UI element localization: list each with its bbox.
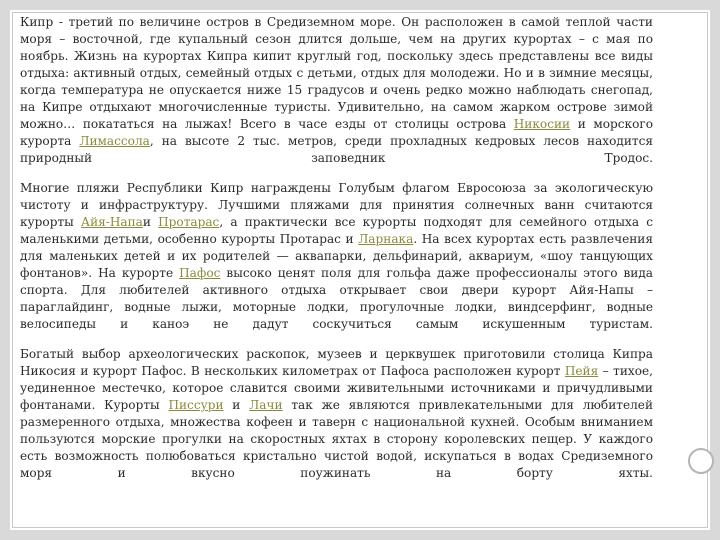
- paragraph-text: и: [223, 398, 250, 412]
- paragraph-text: Кипр - третий по величине остров в Средиземном море. Он расположен в самой теплой части моря – восточной, где купальный сезон длится дольше, чем на других курортах – с мая по ноябрь. Жизнь на курортах Кипра кипит круглый год, поскольку здесь представлены все виды отдыха: активный отдых, семейный отдых с детьми, отдых для молодежи. Но и в зимние месяцы, когда температура не опускается ниже 15 градусов и очень редко можно наблюдать снегопад, на Кипре отдыхают многочисленные туристы. Удивительно, на самом жарком острове зимой можно… покататься на лыжах! Всего в часе езды от столицы острова: [20, 15, 653, 131]
- place-link[interactable]: Ларнака: [358, 232, 414, 246]
- place-link[interactable]: Лимассола: [79, 134, 150, 148]
- paragraph-text: , а практически все курорты подходят для семейного отдыха с маленькими детьми, особенно курорты Протарас и: [20, 215, 653, 246]
- paragraph-text: и морского курорта: [20, 117, 653, 148]
- place-link[interactable]: Лачи: [249, 398, 283, 412]
- paragraph-text: высоко ценят поля для гольфа даже профессионалы этого вида спорта. Для любителей активного отдыха открывает свои двери курорт Айя-Напы – параглайдинг, водные лыжи, моторные лодки, прогулочные лодки, виндсерфинг, водные велосипеды и каноэ не дадут соскучиться самым искушенным туристам.: [20, 266, 653, 331]
- frame-bottom: [0, 530, 720, 540]
- slide-body: [20, 14, 653, 495]
- paragraph-text: так же являются привлекательными для любителей размеренного отдыха, множества кофеен и таверн с национальной кухней. Особым вниманием пользуются морские прогулки на скоростных яхтах в сторону королевских пещер. У каждого есть возможность полюбоваться кристально чистой водой, искупаться в водах Средиземного моря и вкусно поужинать на борту яхты.: [20, 398, 653, 480]
- paragraph-text: , на высоте 2 тыс. метров, среди прохладных кедровых лесов находится природный заповедник Тродос.: [20, 134, 654, 165]
- place-link[interactable]: Никосии: [513, 117, 571, 131]
- place-link[interactable]: Айя-Напа: [80, 215, 143, 229]
- paragraph-text: Богатый выбор археологических раскопок, музеев и церквушек приготовили столица Кипра Никосия и курорт Пафос. В нескольких километрах от Пафоса расположен курорт: [20, 347, 653, 378]
- paragraph-sightseeing: [20, 346, 653, 482]
- paragraph-text: . На всех курортах есть развлечения для маленьких детей и их родителей — аквапарки, дельфинарий, аквариум, «шоу танцующих фонтанов». На курорте: [20, 232, 653, 280]
- paragraph-cyprus-intro: [20, 14, 653, 167]
- decorative-circle: [688, 448, 714, 474]
- frame-top: [0, 0, 720, 10]
- paragraph-text: Многие пляжи Республики Кипр награждены Голубым флагом Евросоюза за экологическую чистоту и инфраструктуру. Лучшими пляжами для принятия солнечных ванн считаются курорты: [20, 181, 653, 229]
- place-link[interactable]: Пафос: [179, 266, 221, 280]
- frame-left: [0, 0, 10, 540]
- place-link[interactable]: Пейя: [564, 364, 599, 378]
- paragraph-beaches: [20, 180, 653, 333]
- paragraph-text: и: [142, 215, 159, 229]
- place-link[interactable]: Протарас: [158, 215, 220, 229]
- place-link[interactable]: Писсури: [168, 398, 224, 412]
- paragraph-text: – тихое, уединенное местечко, которое славится своими живительными источниками и причудливыми фонтанами. Курорты: [20, 364, 653, 412]
